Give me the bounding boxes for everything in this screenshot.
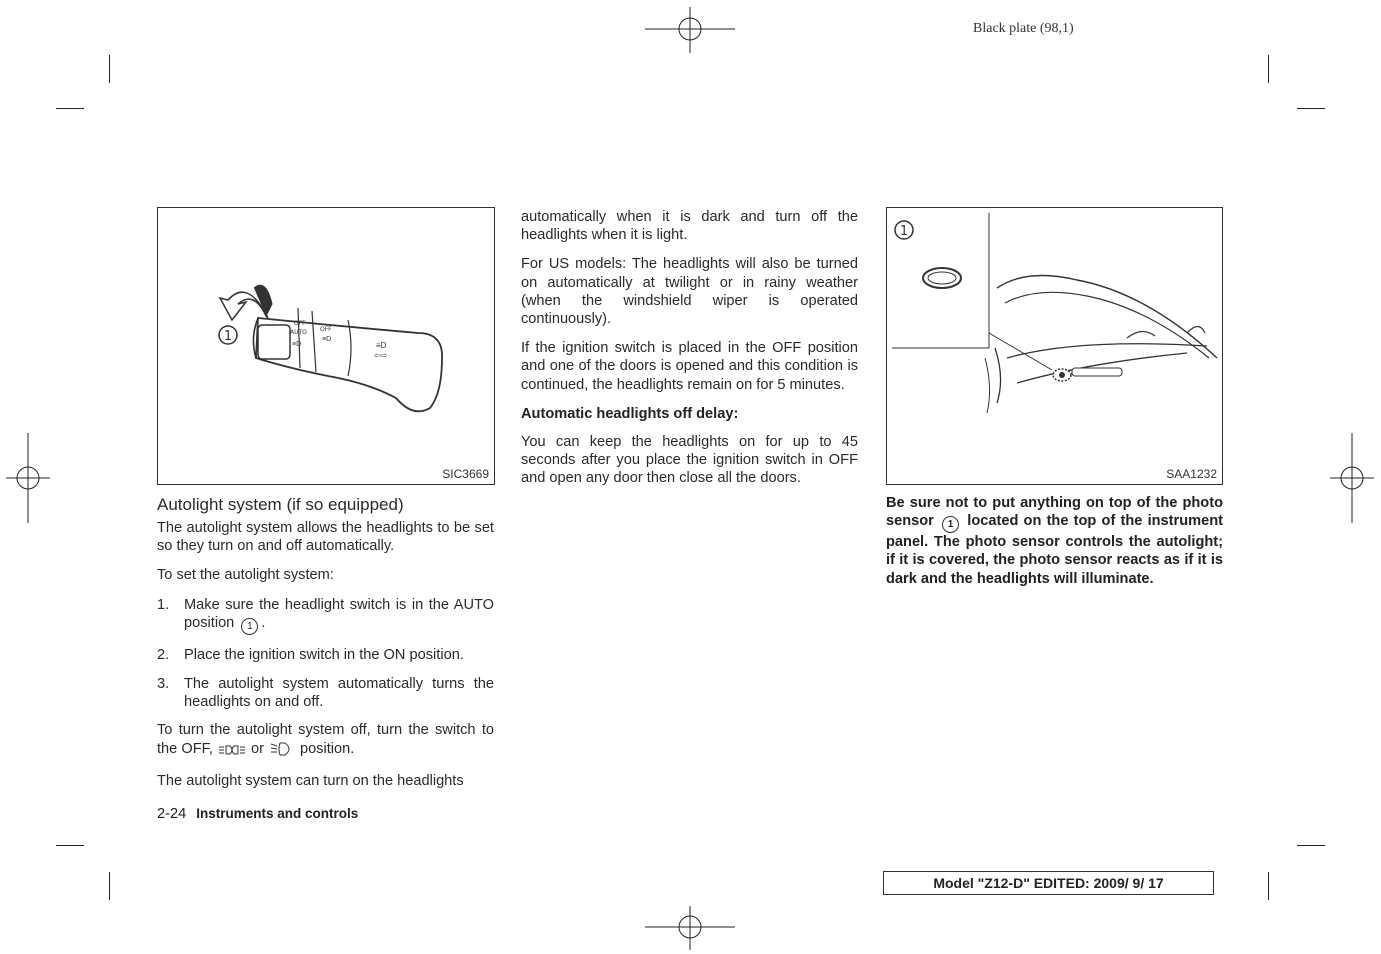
- svg-text:⇦⇨: ⇦⇨: [374, 351, 388, 360]
- steps-list: [157, 596, 494, 712]
- step-end: .: [261, 614, 266, 631]
- paragraph: You can keep the headlights on for up to 45 seconds after you place the ignition switch in OFF and open any door then close all the doors.: [521, 434, 858, 487]
- page-number: 2-24: [157, 806, 187, 822]
- crop-mark: [109, 872, 110, 900]
- step-text: The autolight system automatically turns the headlights on and off.: [184, 676, 494, 711]
- step-item: [157, 596, 494, 635]
- paragraph: If the ignition switch is placed in the OFF position and one of the doors is opened and this condition is continued, the headlights remain on for 5 minutes.: [521, 340, 858, 393]
- crop-mark: [109, 55, 110, 83]
- section-title: Autolight system (if so equipped): [157, 495, 404, 514]
- step-text: Make sure the headlight switch is in the AUTO position: [184, 596, 494, 631]
- parking-light-icon: [219, 743, 245, 761]
- callout-ref: 1: [241, 618, 258, 635]
- svg-text:≡D: ≡D: [322, 336, 332, 343]
- headlight-icon: [270, 742, 294, 761]
- svg-text:≡D: ≡D: [292, 341, 302, 348]
- callout-ref: 1: [942, 516, 959, 533]
- photo-sensor-figure: [886, 207, 1223, 485]
- paragraph: For US models: The headlights will also be turned on automatically at twilight or in rainy weather (when the windshield wiper is operated continuously).: [521, 256, 858, 328]
- registration-mark-left: [4, 433, 52, 523]
- subheading: Automatic headlights off delay:: [521, 405, 739, 422]
- figure-code: SIC3669: [442, 467, 489, 481]
- headlight-switch-figure: [157, 207, 495, 485]
- column-3: [886, 494, 1223, 599]
- model-box: Model "Z12-D" EDITED: 2009/ 9/ 17: [883, 871, 1214, 895]
- step-number: 2.: [157, 646, 170, 663]
- crop-mark: [1268, 55, 1269, 83]
- headlight-switch-illustration: [158, 208, 494, 484]
- to-set-paragraph: To set the autolight system:: [157, 567, 334, 584]
- registration-mark-right: [1328, 433, 1376, 523]
- turn-off-paragraph: To turn the autolight system off, turn the switch to the OFF, or position.: [157, 721, 494, 760]
- crop-mark: [56, 108, 84, 109]
- step-item: [157, 646, 494, 664]
- registration-mark-bottom: [645, 904, 735, 952]
- column-1: [157, 494, 494, 801]
- warning-paragraph: Be sure not to put anything on top of the photo sensor 1 located on the top of the instrument panel. The photo sensor controls the autolight; if it is covered, the photo sensor reacts as if it is dark and the headlights will illuminate.: [886, 495, 1223, 587]
- svg-text:≡D: ≡D: [376, 341, 387, 350]
- plate-label: Black plate (98,1): [973, 21, 1074, 36]
- step-item: [157, 675, 494, 711]
- crop-mark: [1297, 845, 1325, 846]
- crop-mark: [56, 845, 84, 846]
- switch-label-off: OFF: [294, 320, 306, 327]
- paragraph: automatically when it is dark and turn off the headlights when it is light.: [521, 209, 858, 244]
- callout-number: 1: [223, 329, 233, 344]
- callout-number: 1: [899, 224, 909, 239]
- switch-label-off-2: OFF: [320, 326, 332, 333]
- column-2: [521, 208, 858, 499]
- figure-code: SAA1232: [1166, 467, 1217, 481]
- crop-mark: [1297, 108, 1325, 109]
- switch-label-auto: AUTO: [290, 329, 307, 336]
- intro-paragraph: The autolight system allows the headlights to be set so they turn on and off automatically.: [157, 520, 494, 555]
- can-turn-on-paragraph: The autolight system can turn on the headlights: [157, 772, 464, 789]
- crop-mark: [1268, 872, 1269, 900]
- step-text: Place the ignition switch in the ON position.: [184, 646, 464, 663]
- step-number: 3.: [157, 676, 170, 693]
- section-name: Instruments and controls: [196, 806, 359, 821]
- page-footer: [157, 806, 358, 822]
- registration-mark-top: [645, 5, 735, 55]
- photo-sensor-illustration: [887, 208, 1222, 484]
- step-number: 1.: [157, 596, 170, 613]
